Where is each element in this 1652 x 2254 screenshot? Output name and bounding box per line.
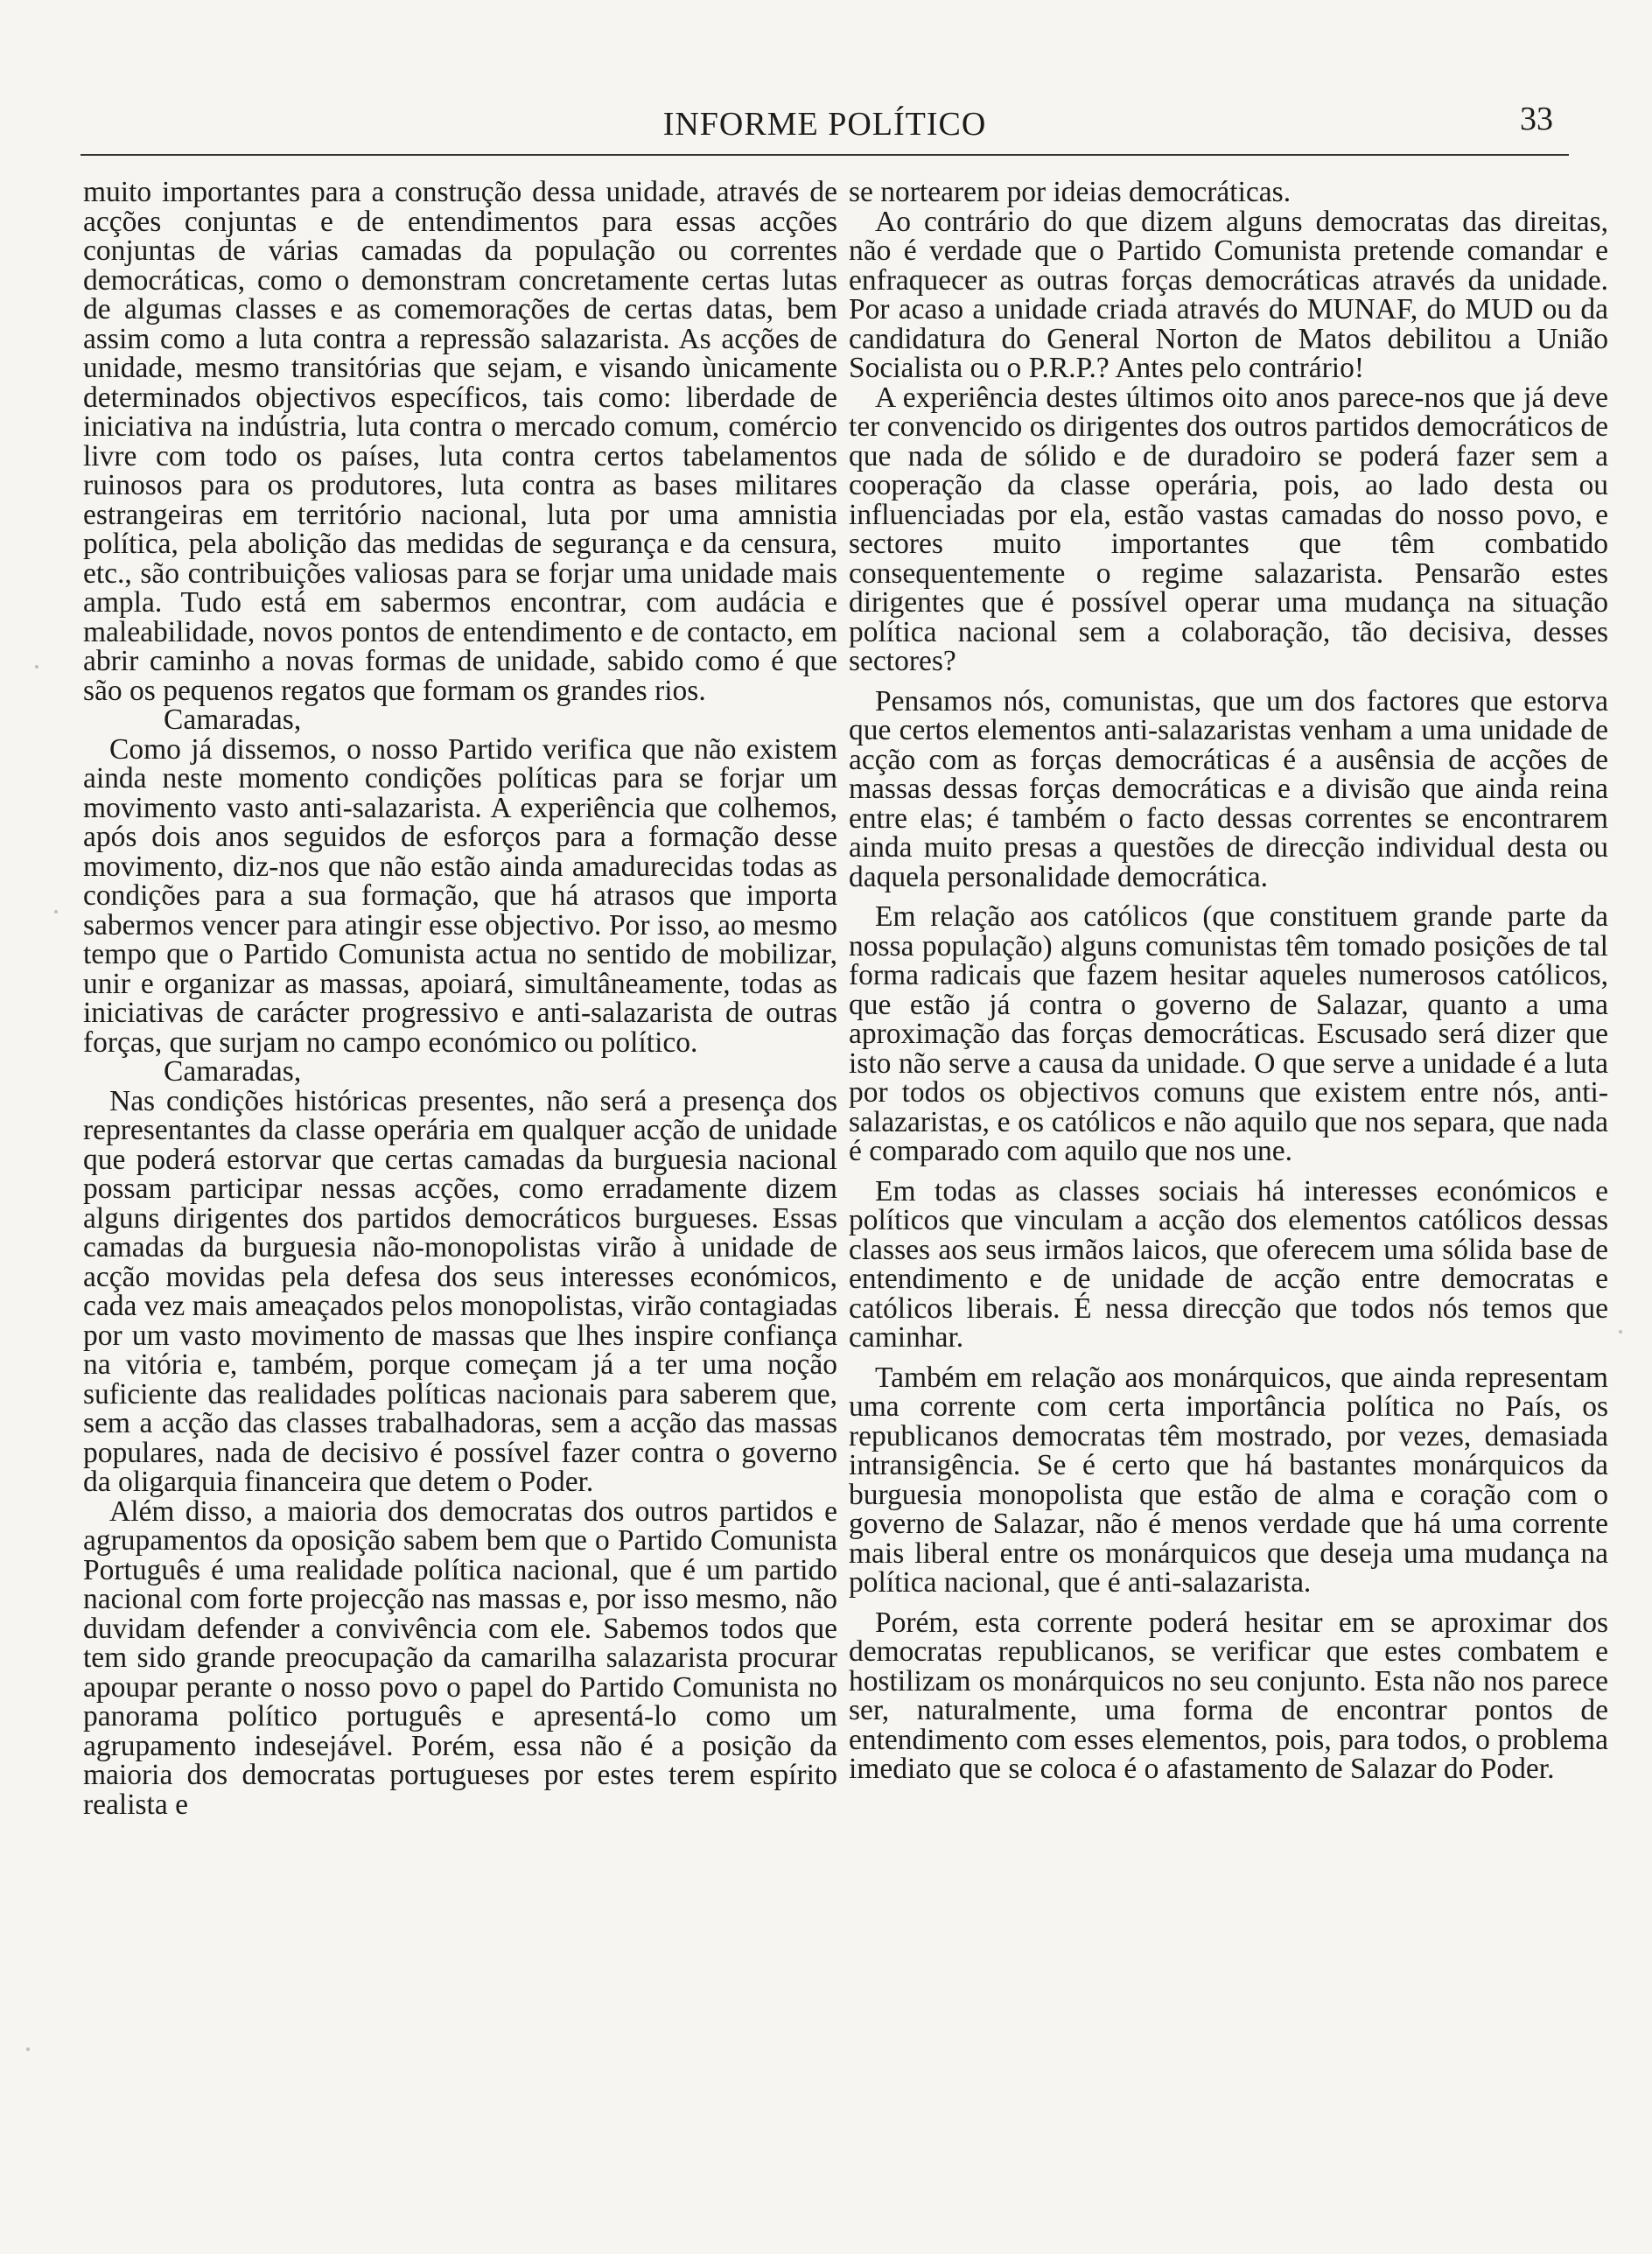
running-header-title: INFORME POLÍTICO xyxy=(662,106,987,143)
scan-speck xyxy=(26,2048,30,2051)
scan-speck xyxy=(35,665,38,668)
scan-speck xyxy=(1619,1330,1622,1334)
salutation: Camaradas, xyxy=(164,1055,302,1088)
paragraph: Ao contrário do que dizem alguns democratas das direitas, não é verdade que o Partido Comunista pretende comandar e enfraquecer as outras forças democráticas através da unidade. Por acaso a unidade criada através do MUNAF, do MUD ou da candidatura do General Norton de Matos debilitou a União Socialista ou o P.R.P.? Antes pelo contrário! xyxy=(849,205,1608,384)
paragraph: Como já dissemos, o nosso Partido verifica que não existem ainda neste momento condições políticas para se forjar um movimento vasto anti-salazarista. A experiência que colhemos, após dois anos seguidos de esforços para a formação desse movimento, diz-nos que não estão ainda amadurecidas todas as condições para a sua formação, que há atrasos que importa sabermos vencer para atingir esse objectivo. Por isso, ao mesmo tempo que o Partido Comunista actua no sentido de mobilizar, unir e organizar as massas, apoiará, simultâneamente, todas as iniciativas de carácter progressivo e anti-salazarista de outras forças, que surjam no campo económico ou político. xyxy=(83,732,837,1059)
page-number: 33 xyxy=(1520,101,1553,137)
left-column xyxy=(83,178,837,1819)
paragraph: Em todas as classes sociais há interesses económicos e políticos que vinculam a acção dos elementos católicos dessas classes aos seus irmãos laicos, que oferecem uma sólida base de entendimento e de unidade de acção entre democratas e católicos liberais. É nessa direcção que todos nós temos que caminhar. xyxy=(849,1174,1608,1354)
header-rule xyxy=(80,154,1569,156)
paragraph: A experiência destes últimos oito anos parece-nos que já deve ter convencido os dirigentes dos outros partidos democráticos de que nada de sólido e de duradoiro se poderá fazer sem a cooperação da classe operária, pois, ao lado desta ou influenciadas por ela, estão vastas camadas do nosso povo, e sectores muito importantes que têm combatido consequentemente o regime salazarista. Pensarão estes dirigentes que é possível operar uma mudança na situação política nacional sem a colaboração, tão decisiva, desses sectores? xyxy=(849,381,1608,677)
paragraph: se nortearem por ideias democráticas. xyxy=(849,176,1292,208)
paragraph: Em relação aos católicos (que constituem grande parte da nossa população) alguns comunistas têm tomado posições de tal forma radicais que fazem hesitar aqueles numerosos católicos, que estão já contra o governo de Salazar, quanto a uma aproximação das forças democráticas. Escusado será dizer que isto não serve a causa da unidade. O que serve a unidade é a luta por todos os objectivos comuns que existem entre nós, anti-salazaristas, e os católicos e não aquilo que nos separa, que nada é comparado com aquilo que nos une. xyxy=(849,900,1608,1167)
paragraph: muito importantes para a construção dessa unidade, através de acções conjuntas e de entendimentos para essas acções conjuntas de várias camadas da população ou correntes democráticas, como o demonstram concretamente certas lutas de algumas classes e as comemorações de certas datas, bem assim como a luta contra a repressão salazarista. As acções de unidade, mesmo transitórias que sejam, e visando ùnicamente determinados objectivos específicos, tais como: liberdade de iniciativa na indústria, luta contra o mercado comum, comércio livre com todo os países, luta contra certos tabelamentos ruinosos para os produtores, luta contra as bases militares estrangeiras em território nacional, luta por uma amnistia política, pela abolição das medidas de segurança e da censura, etc., são contribuições valiosas para se forjar uma unidade mais ampla. Tudo está em sabermos encontrar, com audácia e maleabilidade, novos pontos de entendimento e de contacto, em abrir caminho a novas formas de unidade, sabido como é que são os pequenos regatos que formam os grandes rios. xyxy=(83,176,837,707)
salutation: Camaradas, xyxy=(164,704,302,736)
paragraph: Nas condições históricas presentes, não será a presença dos representantes da classe operária em qualquer acção de unidade que poderá estorvar que certas camadas da burguesia nacional possam participar nessas acções, como erradamente dizem alguns dirigentes dos partidos democráticos burgueses. Essas camadas da burguesia não-monopolistas virão à unidade de acção movidas pela defesa dos seus interesses económicos, cada vez mais ameaçados pelos monopolistas, virão contagiadas por um vasto movimento de massas que lhes inspire confiança na vitória e, também, porque começam já a ter uma noção suficiente das realidades políticas nacionais para saberem que, sem a acção das classes trabalhadoras, sem a acção das massas populares, nada de decisivo é possível fazer contra o governo da oligarquia financeira que detem o Poder. xyxy=(83,1084,837,1498)
paragraph: Pensamos nós, comunistas, que um dos factores que estorva que certos elementos anti-salazaristas venham a uma unidade de acção com as forças democráticas é a ausênsia de acções de massas dessas forças democráticas e a divisão que ainda reina entre elas; é também o facto dessas correntes se encontrarem ainda muito presas a questões de direcção individual desta ou daquela personalidade democrática. xyxy=(849,684,1608,893)
paragraph: Além disso, a maioria dos democratas dos outros partidos e agrupamentos da oposição sabem bem que o Partido Comunista Português é uma realidade política nacional, que é um partido nacional com forte projecção nas massas e, por isso mesmo, não duvidam defender a convivência com ele. Sabemos todos que tem sido grande preocupação da camarilha salazarista procurar apoupar perante o nosso povo o papel do Partido Comunista no panorama político português e apresentá-lo como um agrupamento indesejável. Porém, essa não é a posição da maioria dos democratas portugueses por estes terem espírito realista e xyxy=(83,1494,837,1821)
paragraph: Porém, esta corrente poderá hesitar em se aproximar dos democratas republicanos, se verificar que estes combatem e hostilizam os monárquicos no seu conjunto. Esta não nos parece ser, naturalmente, uma forma de encontrar pontos de entendimento com esses elementos, pois, para todos, o problema imediato que se coloca é o afastamento de Salazar do Poder. xyxy=(849,1606,1608,1785)
page-header xyxy=(80,98,1569,150)
scan-speck xyxy=(54,910,58,914)
right-column xyxy=(849,178,1608,1784)
paragraph: Também em relação aos monárquicos, que ainda representam uma corrente com certa importância política no País, os republicanos democratas têm mostrado, por vezes, demasiada intransigência. Se é certo que há bastantes monárquicos da burguesia monopolista que estão de alma e coração com o governo de Salazar, não é menos verdade que há uma corrente mais liberal entre os monárquicos que deseja uma mudança na política nacional, que é anti-salazarista. xyxy=(849,1361,1608,1599)
